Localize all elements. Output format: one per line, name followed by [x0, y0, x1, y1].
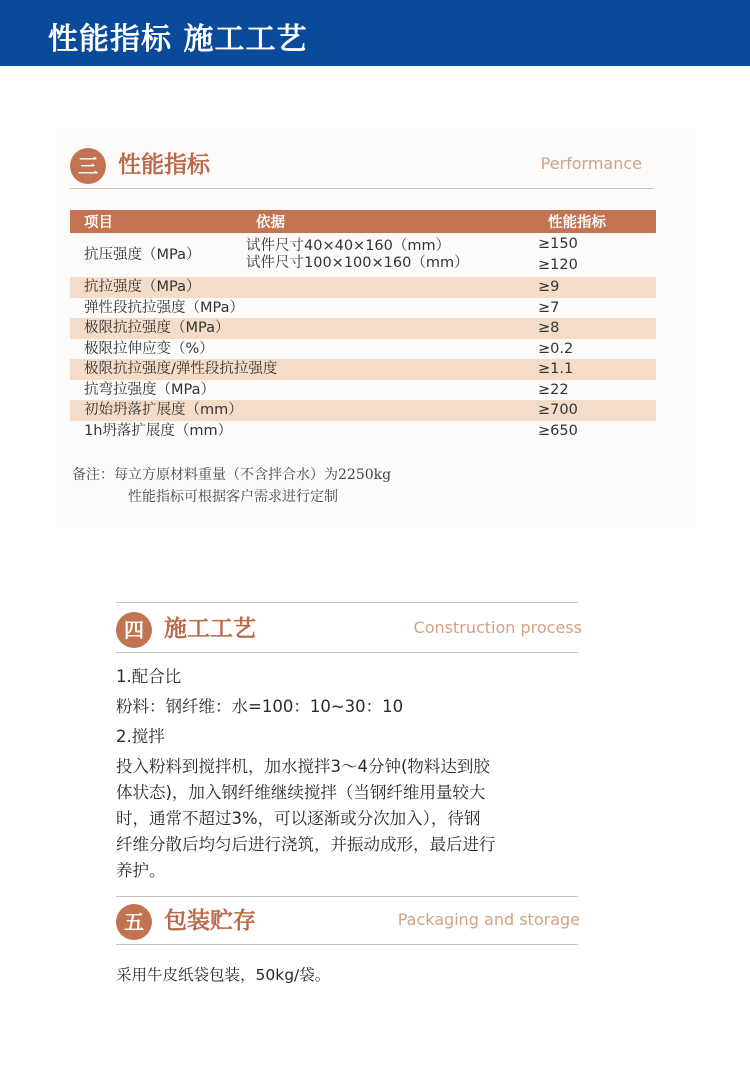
- note-line-1: 备注：每立方原材料重量（不含拌合水）为2250kg: [72, 467, 392, 483]
- section-divider: [116, 896, 578, 897]
- section-header-construction: [116, 606, 582, 652]
- item-cell: 弹性段抗拉强度（MPa）: [84, 299, 244, 316]
- text-line: 纤维分散后均匀后进行浇筑，并振动成形，最后进行: [116, 835, 496, 854]
- value-cell: ≥7: [538, 299, 560, 316]
- value-cell: ≥1.1: [534, 359, 656, 380]
- section-number-badge: 四: [116, 612, 152, 648]
- basis-line-1: 试件尺寸40×40×160（mm）: [246, 238, 451, 254]
- section-english-title: Performance: [540, 154, 642, 173]
- table-row: [70, 233, 656, 277]
- section-header-performance: [70, 142, 642, 188]
- table-row: [70, 318, 656, 339]
- value-line-1: ≥150: [538, 236, 578, 252]
- column-header-item: 项目: [70, 210, 242, 233]
- note-line-2: 性能指标可根据客户需求进行定制: [128, 489, 338, 505]
- item-cell: 极限拉伸应变（%）: [84, 340, 214, 357]
- table-row: [70, 400, 656, 421]
- section-english-title: Packaging and storage: [397, 910, 580, 929]
- section-divider: [116, 944, 578, 945]
- column-header-value: 性能指标: [534, 210, 656, 233]
- text-line: 2.搅拌: [116, 727, 165, 746]
- section-header-packaging: [116, 898, 580, 944]
- text-line: 粉料：钢纤维：水=100：10~30：10: [116, 697, 404, 716]
- section-number-badge: 三: [70, 148, 106, 184]
- table-row: [70, 298, 656, 319]
- text-line: 时，通常不超过3%，可以逐渐或分次加入），待钢: [116, 809, 481, 828]
- section-title: 性能指标: [118, 152, 210, 178]
- value-cell: ≥0.2: [538, 340, 574, 357]
- table-row: [70, 421, 656, 442]
- text-line: 投入粉料到搅拌机，加水搅拌3～4分钟(物料达到胶: [116, 757, 490, 776]
- value-cell: ≥8: [534, 318, 656, 339]
- section-divider: [116, 602, 578, 603]
- item-cell: 抗弯拉强度（MPa）: [84, 381, 215, 398]
- section-english-title: Construction process: [413, 618, 582, 637]
- column-header-basis: 依据: [242, 210, 534, 233]
- value-cell: ≥650: [538, 422, 578, 439]
- item-cell: 抗压强度（MPa）: [84, 246, 201, 263]
- value-cell: ≥9: [534, 277, 656, 298]
- packaging-text: 采用牛皮纸袋包装，50kg/袋。: [116, 966, 331, 984]
- table-note: [72, 464, 391, 508]
- table-row: [70, 339, 656, 360]
- section-number-badge: 五: [116, 904, 152, 940]
- section-title: 包装贮存: [164, 908, 256, 934]
- value-cell: ≥700: [534, 400, 656, 421]
- item-cell: 抗拉强度（MPa）: [70, 277, 534, 298]
- value-line-2: ≥120: [538, 257, 578, 273]
- value-cell: [534, 233, 656, 277]
- value-cell: ≥22: [538, 381, 569, 398]
- table-row: [70, 277, 656, 298]
- performance-table: [70, 210, 656, 441]
- header-bar: [0, 0, 750, 66]
- table-row: [70, 359, 656, 380]
- section-divider: [116, 652, 578, 653]
- item-cell: 初始坍落扩展度（mm）: [70, 400, 534, 421]
- text-line: 体状态)，加入钢纤维继续搅拌（当钢纤维用量较大: [116, 783, 486, 802]
- text-line: 1.配合比: [116, 667, 182, 686]
- basis-line-2: 试件尺寸100×100×160（mm）: [246, 255, 469, 271]
- basis-cell: [242, 233, 534, 277]
- construction-text: [116, 664, 496, 884]
- section-divider: [70, 188, 654, 189]
- table-header-row: [70, 210, 656, 233]
- item-cell: 极限抗拉强度（MPa）: [70, 318, 534, 339]
- table-row: [70, 380, 656, 401]
- item-cell: 极限抗拉强度/弹性段抗拉强度: [70, 359, 534, 380]
- item-cell: 1h坍落扩展度（mm）: [84, 422, 233, 439]
- text-line: 养护。: [116, 861, 166, 880]
- page-title: 性能指标 施工工艺: [48, 22, 308, 57]
- section-title: 施工工艺: [164, 616, 256, 642]
